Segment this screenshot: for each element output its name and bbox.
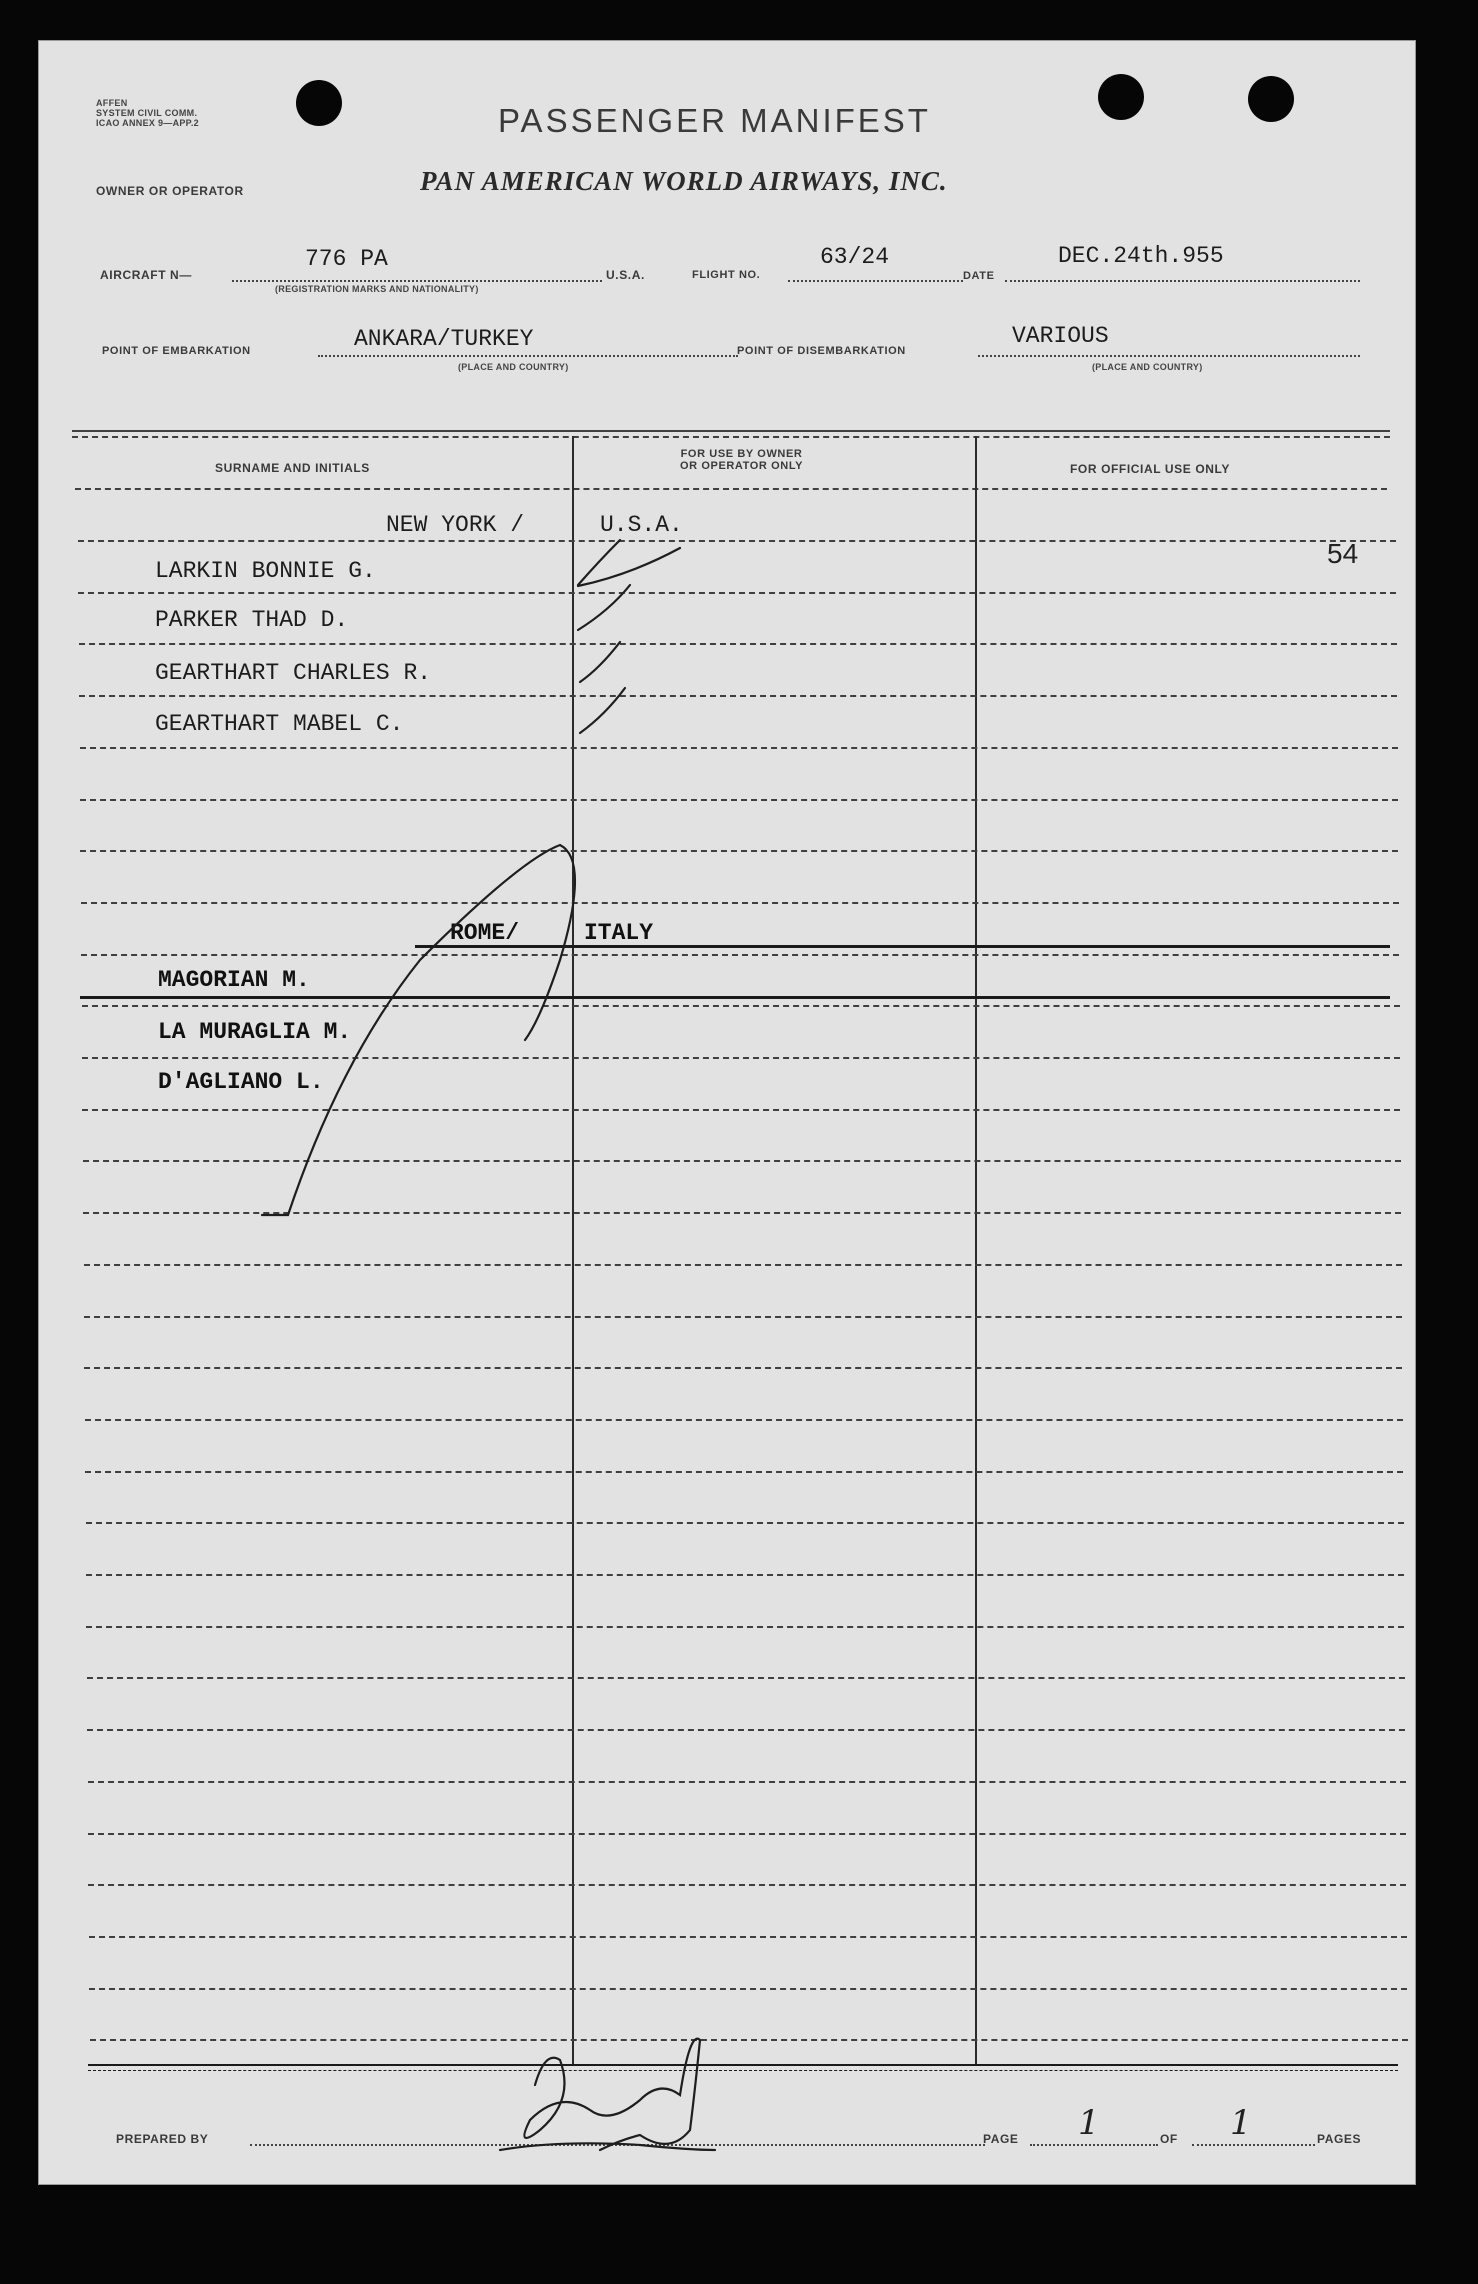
- destination-country: U.S.A.: [600, 512, 683, 538]
- page-value: 1: [1078, 2103, 1100, 2143]
- passenger-name: D'AGLIANO L.: [158, 1069, 324, 1095]
- flight-value: 63/24: [820, 244, 890, 270]
- passenger-name: LA MURAGLIA M.: [158, 1019, 352, 1045]
- aircraft-label: AIRCRAFT N—: [100, 268, 192, 282]
- of-label: OF: [1160, 2132, 1178, 2146]
- operator-name: PAN AMERICAN WORLD AIRWAYS, INC.: [420, 166, 948, 196]
- column-owner-header-line: FOR USE BY OWNER: [680, 448, 803, 460]
- date-value: DEC.24th.955: [1058, 243, 1224, 269]
- disembarkation-value: VARIOUS: [1012, 323, 1109, 349]
- embarkation-caption: (PLACE AND COUNTRY): [458, 362, 569, 372]
- destination-country: ITALY: [584, 920, 654, 946]
- owner-label: OWNER OR OPERATOR: [96, 184, 244, 198]
- page-label: PAGE: [983, 2132, 1019, 2146]
- flight-label: FLIGHT NO.: [692, 269, 761, 281]
- signature: [524, 2039, 700, 2150]
- form-reference-line: ICAO ANNEX 9—APP.2: [96, 118, 199, 128]
- column-surname-header: SURNAME AND INITIALS: [215, 461, 370, 475]
- passenger-name: PARKER THAD D.: [155, 607, 349, 633]
- form-reference-line: SYSTEM CIVIL COMM.: [96, 108, 198, 118]
- nationality-value: U.S.A.: [606, 268, 645, 282]
- passenger-name: GEARTHART CHARLES R.: [155, 660, 432, 686]
- date-label: DATE: [963, 270, 995, 282]
- embarkation-value: ANKARA/TURKEY: [354, 326, 534, 352]
- check-mark: [578, 585, 630, 630]
- of-value: 1: [1230, 2103, 1252, 2143]
- aircraft-caption: (REGISTRATION MARKS AND NATIONALITY): [275, 284, 479, 294]
- embarkation-label: POINT OF EMBARKATION: [102, 345, 251, 357]
- disembarkation-label: POINT OF DISEMBARKATION: [737, 345, 906, 357]
- destination-city: ROME/: [450, 920, 520, 946]
- form-reference-line: AFFEN: [96, 98, 128, 108]
- bracket-stroke: [262, 845, 575, 1215]
- disembarkation-caption: (PLACE AND COUNTRY): [1092, 362, 1203, 372]
- check-mark: [580, 688, 625, 733]
- prepared-by-label: PREPARED BY: [116, 2132, 209, 2146]
- pages-label: PAGES: [1317, 2132, 1362, 2146]
- page-title: PASSENGER MANIFEST: [498, 102, 931, 139]
- check-mark: [580, 642, 620, 682]
- passenger-name: LARKIN BONNIE G.: [155, 558, 376, 584]
- aircraft-value: 776 PA: [305, 246, 388, 272]
- passenger-name: MAGORIAN M.: [158, 967, 310, 993]
- passenger-name: GEARTHART MABEL C.: [155, 711, 404, 737]
- column-owner-header-line: OR OPERATOR ONLY: [680, 460, 804, 472]
- column-official-header: FOR OFFICIAL USE ONLY: [1070, 462, 1230, 476]
- check-mark: [578, 540, 620, 585]
- official-note: 54: [1327, 538, 1359, 569]
- destination-city: NEW YORK /: [386, 512, 525, 538]
